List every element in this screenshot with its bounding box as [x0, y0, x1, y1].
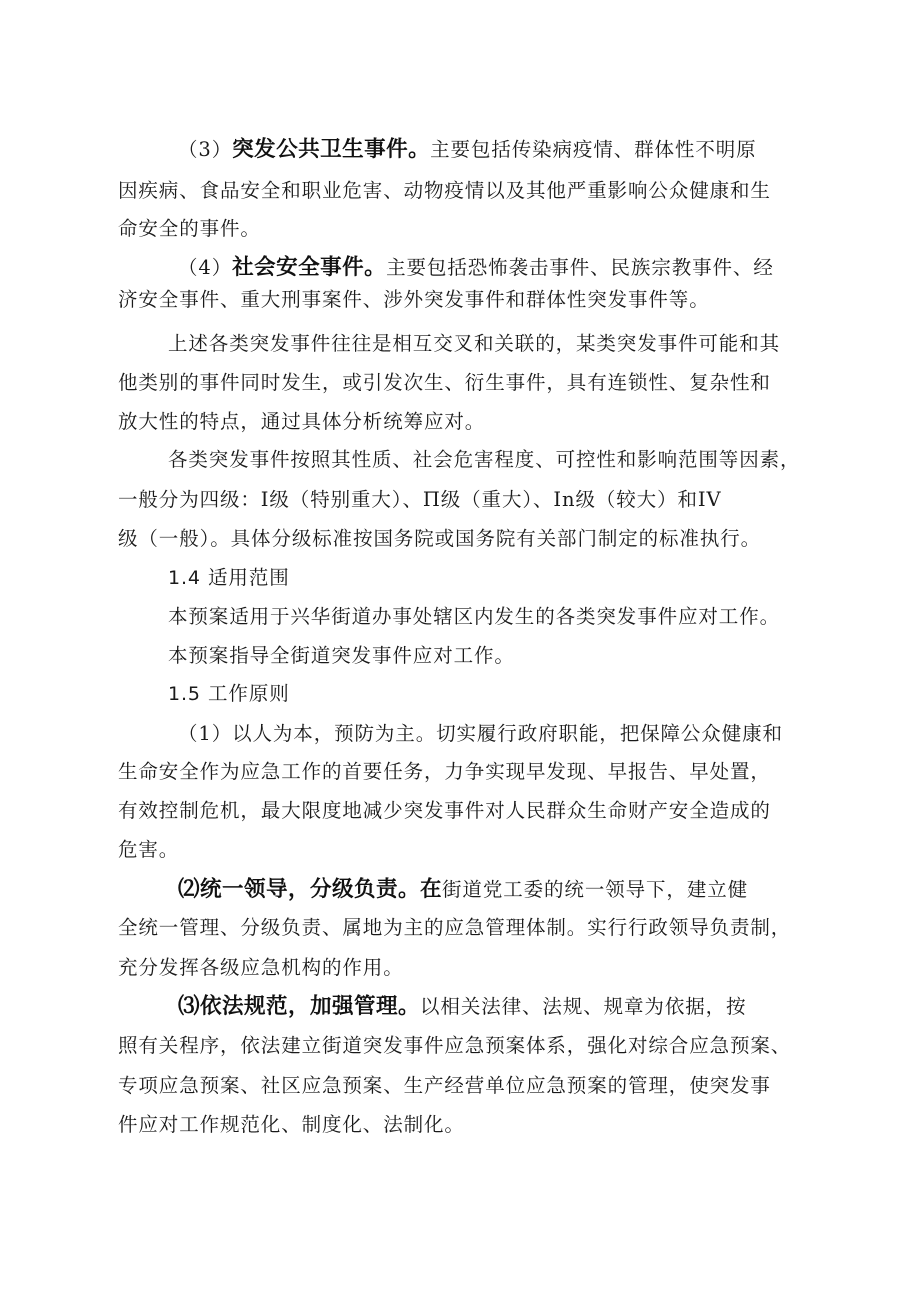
text-line	[118, 487, 721, 513]
text-line	[168, 643, 515, 669]
text-run: 1.4	[168, 567, 201, 589]
text-run: 件应对工作规范化、制度化、法制化。	[118, 1113, 465, 1136]
text-line	[168, 331, 780, 357]
text-run: 主要包括传染病疫情、群体性不明原	[430, 138, 757, 161]
text-line	[178, 877, 748, 903]
text-line	[118, 759, 771, 785]
text-line	[118, 178, 771, 204]
text-line	[178, 994, 746, 1020]
paragraph-lead: 社会安全事件。	[232, 255, 387, 280]
text-line	[118, 216, 261, 242]
text-line	[118, 798, 771, 824]
text-line	[118, 1112, 465, 1138]
text-run: 照有关程序，依法建立街道突发事件应急预案体系，强化对综合应急预案、	[118, 1034, 792, 1057]
text-run: （3）	[178, 138, 233, 161]
text-line	[118, 955, 404, 981]
text-line	[168, 681, 290, 707]
text-run: 1.5	[168, 683, 201, 705]
text-run: 有效控制危机，最大限度地减少突发事件对人民群众生命财产安全造成的	[118, 799, 771, 822]
text-run: 全统一管理、分级负责、属地为主的应急管理体制。实行行政领导负责制，	[118, 916, 792, 939]
text-line	[118, 526, 761, 552]
text-run: 主要包括恐怖袭击事件、民族宗教事件、经	[386, 256, 774, 279]
text-run: 他类别的事件同时发生，或引发次生、衍生事件，具有连锁性、复杂性和	[118, 371, 771, 394]
text-run: 专项应急预案、社区应急预案、生产经营单位应急预案的管理，使突发事	[118, 1074, 771, 1097]
text-run: 生命安全作为应急工作的首要任务，力争实现早发现、早报告、早处置，	[118, 760, 771, 783]
text-line	[118, 1033, 791, 1059]
text-line	[178, 255, 774, 281]
text-line	[178, 721, 783, 747]
text-run: 街道党工委的统一领导下，建立健	[442, 878, 749, 901]
text-run: 济安全事件、重大刑事案件、涉外突发事件和群体性突发事件等。	[118, 288, 710, 311]
text-run: 适用范围	[200, 566, 290, 589]
text-run: （1）以人为本，预防为主。切实履行政府职能，把保障公众健康和	[178, 722, 783, 745]
text-run: 本预案适用于兴华街道办事处辖区内发生的各类突发事件应对工作。	[168, 605, 781, 628]
text-line	[118, 1073, 771, 1099]
text-run: 以相关法律、法规、规章为依据，按	[420, 995, 747, 1018]
text-run: 命安全的事件。	[118, 217, 261, 240]
text-run: 充分发挥各级应急机构的作用。	[118, 956, 404, 979]
text-line	[118, 370, 771, 396]
text-line	[168, 604, 780, 630]
text-run: 级（一般）。具体分级标准按国务院或国务院有关部门制定的标准执行。	[118, 527, 762, 550]
text-line	[178, 137, 757, 163]
text-run: （4）	[178, 256, 233, 279]
text-run: 各类突发事件按照其性质、社会危害程度、可控性和影响范围等因素，	[168, 448, 801, 471]
text-line	[118, 409, 485, 435]
text-run: 放大性的特点，通过具体分析统筹应对。	[118, 410, 486, 433]
text-run: 工作原则	[200, 682, 290, 705]
paragraph-lead: ⑵统一领导，分级负责。在	[178, 877, 443, 902]
text-run: 本预案指导全街道突发事件应对工作。	[168, 644, 515, 667]
text-line	[118, 915, 791, 941]
text-run: 上述各类突发事件往往是相互交叉和关联的，某类突发事件可能和其	[168, 332, 781, 355]
paragraph-lead: ⑶依法规范，加强管理。	[178, 994, 421, 1019]
text-run: 一般分为四级：I级（特别重大）、П级（重大）、In级（较大）和IV	[118, 488, 722, 511]
text-line	[168, 565, 290, 591]
text-line	[118, 837, 179, 863]
text-line	[118, 287, 710, 313]
text-run: 因疾病、食品安全和职业危害、动物疫情以及其他严重影响公众健康和生	[118, 179, 771, 202]
paragraph-lead: 突发公共卫生事件。	[232, 137, 431, 162]
text-run: 危害。	[118, 838, 180, 861]
text-line	[168, 447, 800, 473]
